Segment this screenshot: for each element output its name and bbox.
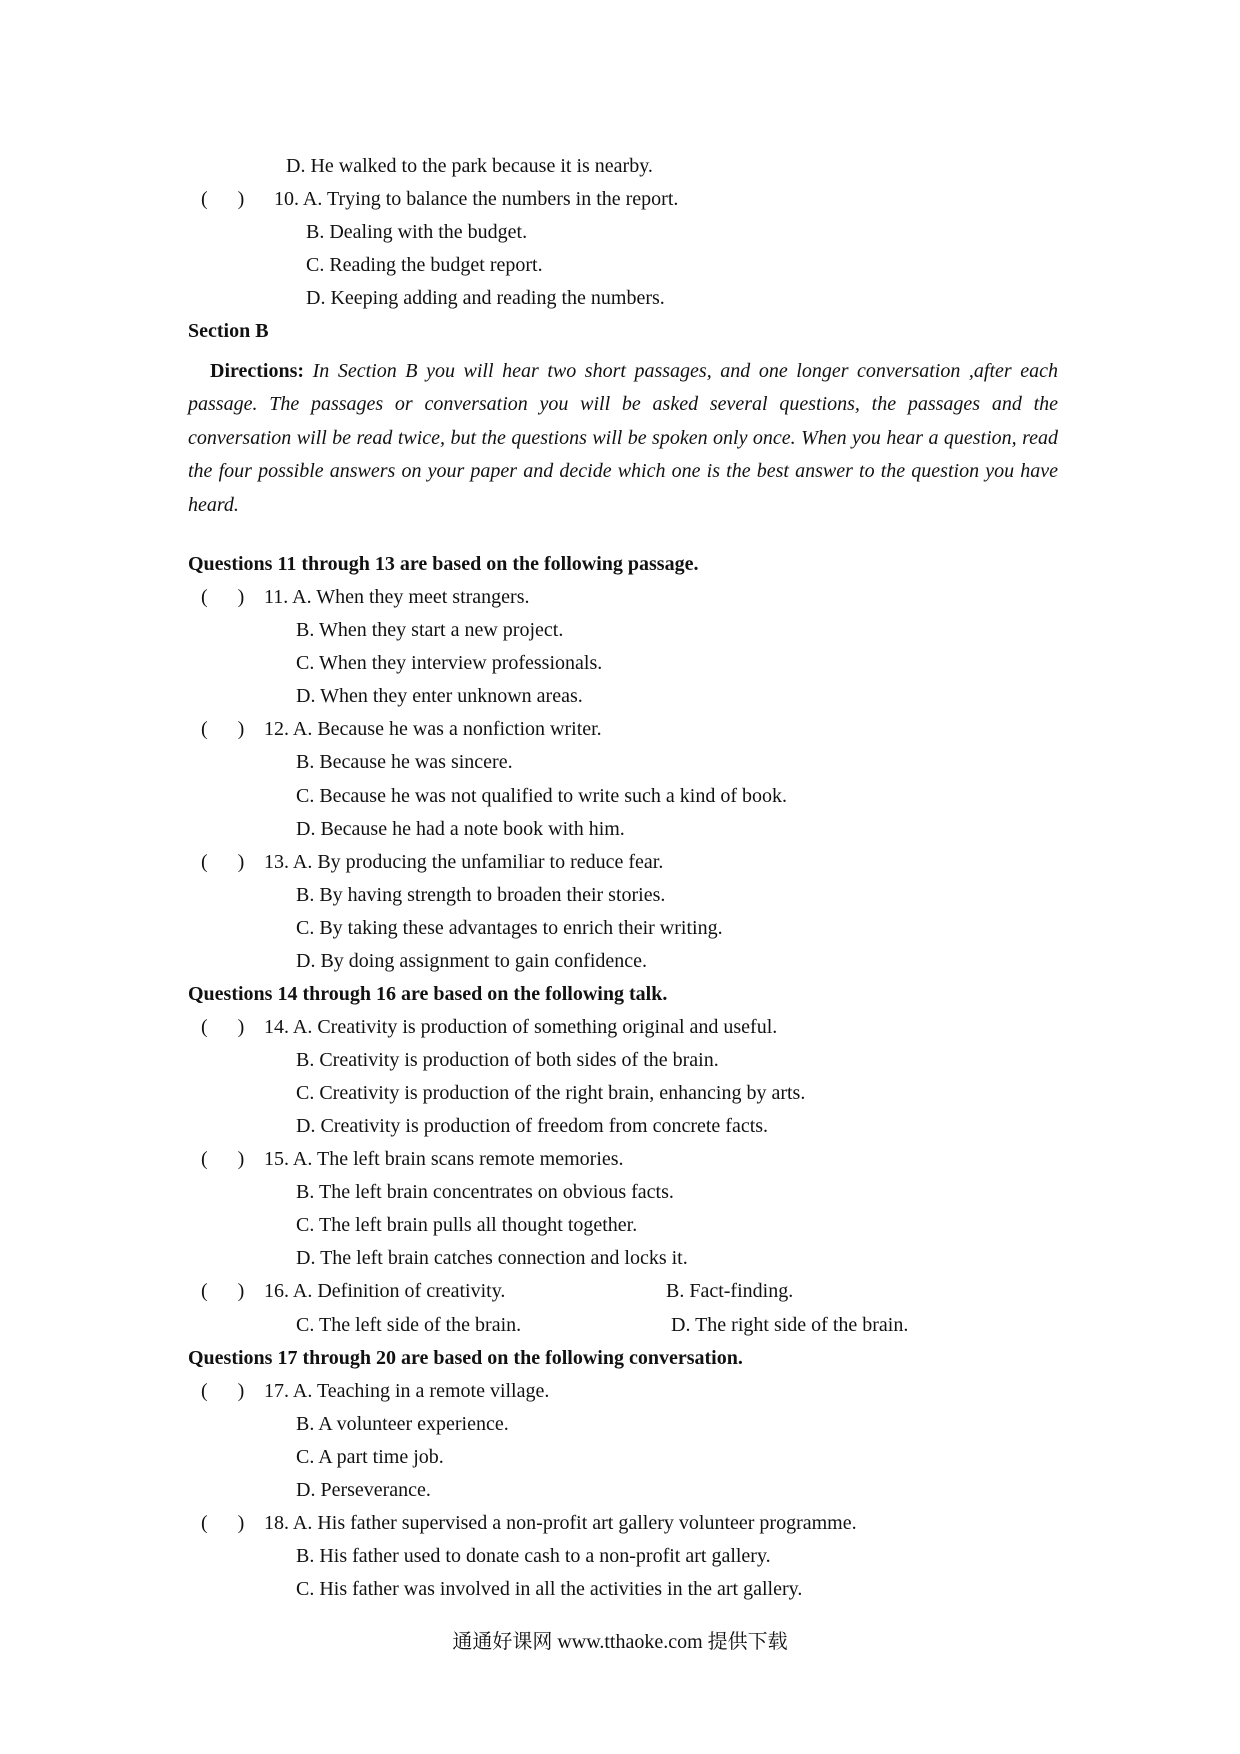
option-line: C. Reading the budget report. [306,254,543,276]
question-10: 10. A. Trying to balance the numbers in the report. [274,188,679,210]
option-line: C. His father was involved in all the activities in the art gallery. [296,1578,803,1600]
option-line: B. Because he was sincere. [296,751,513,773]
answer-bracket: ( ) [201,586,245,608]
answer-bracket: ( ) [201,1380,245,1402]
option-line: D. Creativity is production of freedom from concrete facts. [296,1115,769,1137]
option-line: D. By doing assignment to gain confidence. [296,950,648,972]
question-12: 12. A. Because he was a nonfiction writer. [264,718,602,740]
answer-bracket: ( ) [201,1512,245,1534]
option-line: C. Creativity is production of the right brain, enhancing by arts. [296,1082,806,1104]
option-line: D. When they enter unknown areas. [296,685,583,707]
question-17: 17. A. Teaching in a remote village. [264,1380,550,1402]
option-line: B. Creativity is production of both sides of the brain. [296,1049,719,1071]
option-line: B. When they start a new project. [296,619,564,641]
group-title: Questions 11 through 13 are based on the following passage. [188,553,699,575]
directions-text: In Section B you will hear two short passages, and one longer conversation ,after each passage. The passages or conversation you will be asked several questions, the passages and the conversation will be read twice, but the questions will be spoken only once. When you hear a question, read the four possible answers on your paper and decide which one is the best answer to the question you have heard. [188,360,1059,516]
answer-bracket: ( ) [201,1016,245,1038]
answer-bracket: ( ) [201,851,245,873]
answer-bracket: ( ) [201,1280,245,1302]
option-line: D. The left brain catches connection and locks it. [296,1247,688,1269]
option-line: B. The left brain concentrates on obvious facts. [296,1181,674,1203]
group-title: Questions 14 through 16 are based on the following talk. [188,983,668,1005]
option-line: B. Dealing with the budget. [306,221,528,243]
answer-bracket: ( ) [201,1148,245,1170]
option-line: B. Fact-finding. [666,1280,794,1302]
option-line: D. The right side of the brain. [671,1314,909,1336]
answer-bracket: ( ) [201,718,245,740]
answer-bracket: ( ) [201,188,245,210]
option-line: C. A part time job. [296,1446,444,1468]
question-11: 11. A. When they meet strangers. [264,586,530,608]
option-line: B. His father used to donate cash to a non-profit art gallery. [296,1545,771,1567]
option-line: C. The left brain pulls all thought together. [296,1214,638,1236]
option-line: D. Perseverance. [296,1479,431,1501]
option-line: D. Because he had a note book with him. [296,818,625,840]
question-14: 14. A. Creativity is production of something original and useful. [264,1016,778,1038]
directions-label: Directions: [210,360,305,382]
option-line: C. Because he was not qualified to write such a kind of book. [296,785,787,807]
question-13: 13. A. By producing the unfamiliar to reduce fear. [264,851,664,873]
option-line: B. By having strength to broaden their stories. [296,884,666,906]
option-line: B. A volunteer experience. [296,1413,509,1435]
option-line: C. When they interview professionals. [296,652,603,674]
question-15: 15. A. The left brain scans remote memories. [264,1148,624,1170]
option-line: D. Keeping adding and reading the numbers. [306,287,665,309]
option-line: C. The left side of the brain. [296,1314,522,1336]
question-16: 16. A. Definition of creativity. [264,1280,506,1302]
section-title: Section B [188,320,269,342]
directions-paragraph [188,355,1058,522]
group-title: Questions 17 through 20 are based on the following conversation. [188,1347,743,1369]
question-18: 18. A. His father supervised a non-profit art gallery volunteer programme. [264,1512,857,1534]
page-footer: 通通好课网 www.tthaoke.com 提供下载 [452,1631,788,1653]
option-line: D. He walked to the park because it is nearby. [286,155,653,177]
option-line: C. By taking these advantages to enrich their writing. [296,917,723,939]
